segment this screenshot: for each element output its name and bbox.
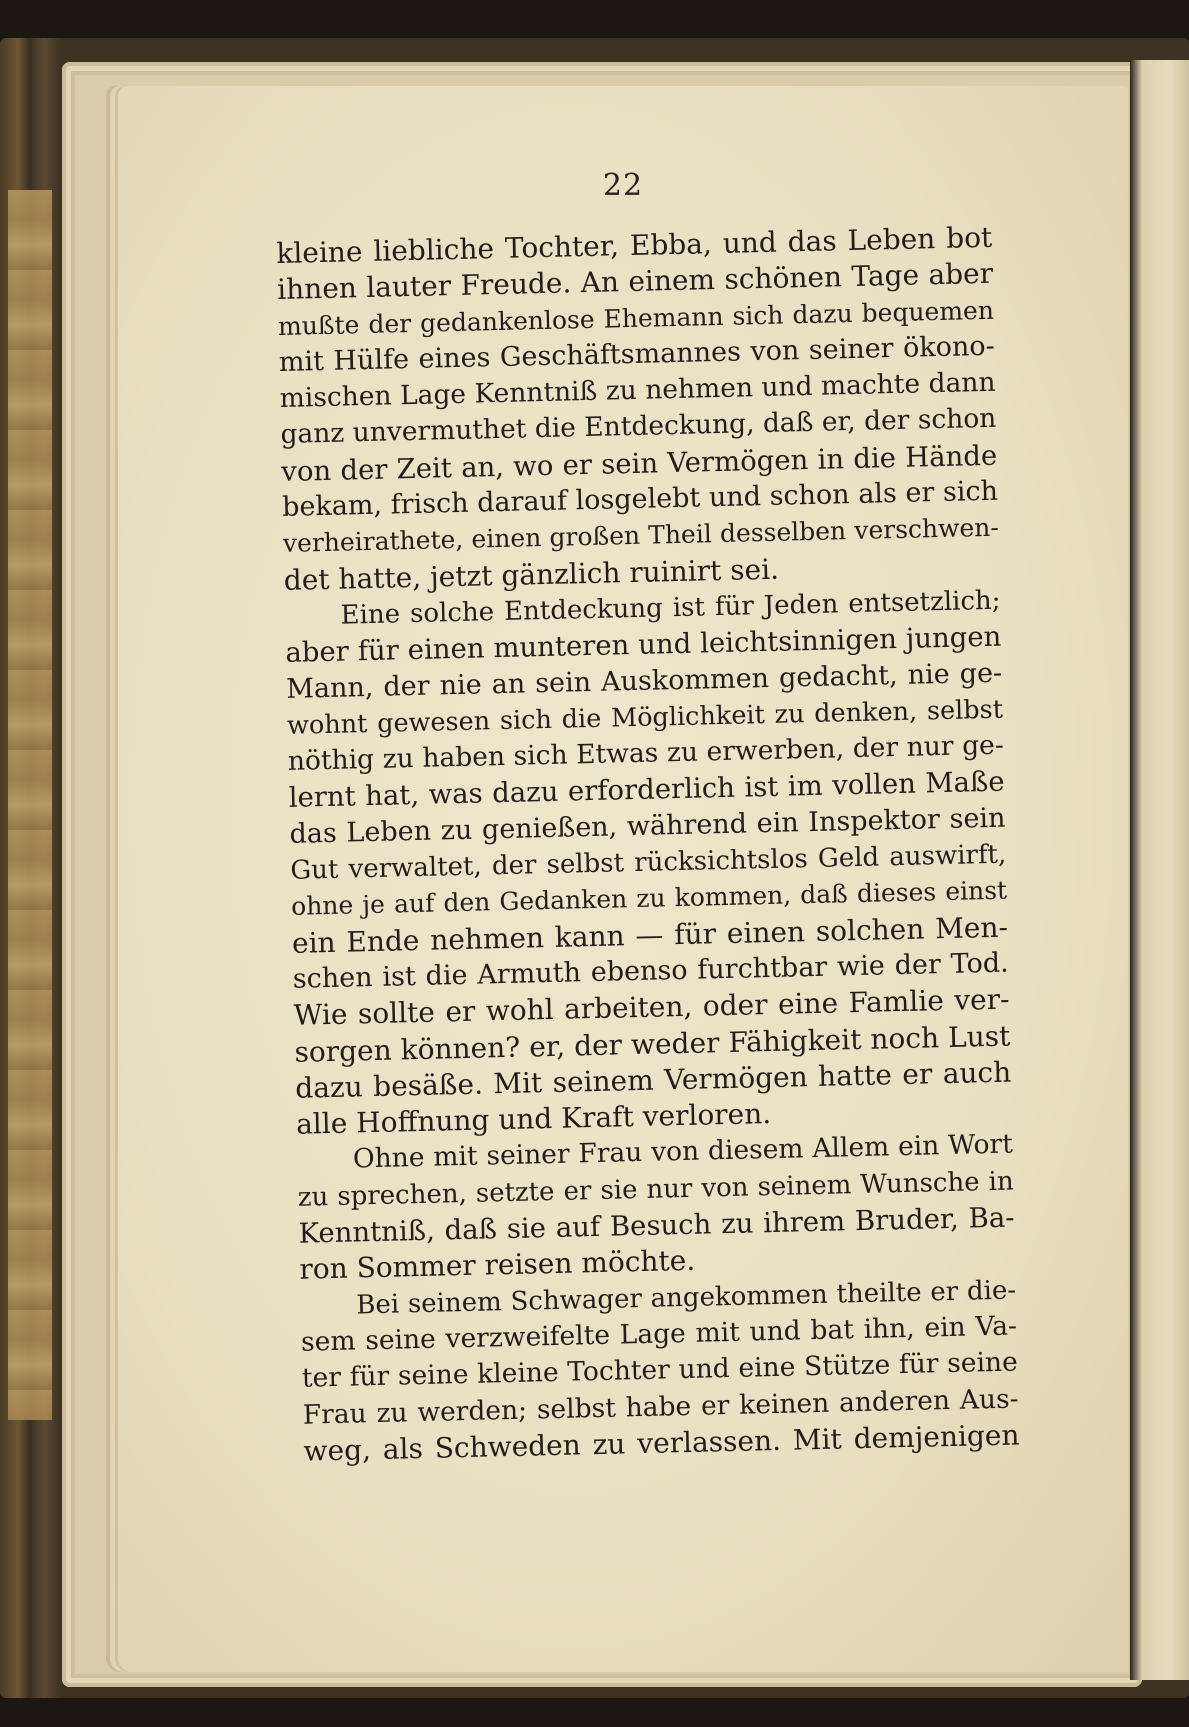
text-line: Frau zu werden; selbst habe er keinen anderen Aus- <box>302 1382 1019 1431</box>
text-line: Eine solche Entdeckung ist für Jeden entsetzlich; <box>340 585 1001 631</box>
text-line: Gut verwaltet, der selbst rücksichtslos Geld auswirft, <box>290 839 1007 886</box>
text-line: aber für einen munteren und leichtsinnigen jungen <box>285 620 1002 670</box>
text-line: bekam, frisch darauf losgelebt und schon als er sich <box>281 475 999 524</box>
text-line: Bei seinem Schwager angekommen theilte er die- <box>355 1275 1017 1321</box>
next-page-edge <box>1130 60 1189 1680</box>
text-line: Ohne mit seiner Frau von diesem Allem ein Wort <box>352 1128 1014 1175</box>
text-line: verheirathete, einen großen Theil desselben verschwen- <box>282 513 1000 559</box>
text-line: Mann, der nie an sein Auskommen gedacht, nie ge- <box>285 657 1003 705</box>
text-line: zu sprechen, setzte er sie nur von seinem Wunsche in <box>297 1166 1014 1213</box>
text-line: wohnt gewesen sich die Möglichkeit zu denken, selbst <box>286 694 1004 741</box>
text-line: ter für seine kleine Tochter und eine Stütze für seine <box>301 1346 1019 1394</box>
body-text <box>276 220 1020 1470</box>
text-line: ganz unvermuthet die Entdeckung, daß er, der schon <box>280 403 997 451</box>
text-line: weg, als Schweden zu verlassen. Mit demjenigen <box>303 1418 1020 1468</box>
text-line: mit Hülfe eines Geschäftsmannes von seiner ökono- <box>278 330 996 378</box>
text-line: ein Ende nehmen kann — für einen solchen Men- <box>291 910 1009 960</box>
text-line: nöthig zu haben sich Etwas zu erwerben, der nur ge- <box>287 729 1005 778</box>
text-line: mußte der gedankenlose Ehemann sich dazu bequemen <box>277 295 995 341</box>
page-number: 22 <box>602 168 644 203</box>
text-line: ohne je auf den Gedanken zu kommen, daß dieses einst <box>290 875 1008 922</box>
book-page <box>118 86 1128 1672</box>
text-line: dazu besäße. Mit seinem Vermögen hatte er auch <box>294 1055 1012 1105</box>
text-line: sem seine verzweifelte Lage mit und bat ihn, ein Va- <box>300 1310 1018 1358</box>
text-line: alle Hoffnung und Kraft verloren. <box>295 1097 772 1141</box>
book-spine-edge <box>8 190 52 1420</box>
text-line: Wie sollte er wohl arbeiten, oder eine Famlie ver- <box>293 982 1010 1033</box>
text-line: sorgen können? er, der weder Fähigkeit noch Lust <box>294 1019 1011 1069</box>
text-line: von der Zeit an, wo er sein Vermögen in die Hände <box>280 439 998 488</box>
text-line: schen ist die Armuth ebenso furchtbar wie der Tod. <box>292 947 1010 995</box>
text-line: mischen Lage Kenntniß zu nehmen und machte dann <box>279 366 996 415</box>
text-line: das Leben zu genießen, während ein Inspektor sein <box>289 802 1006 850</box>
text-line: lernt hat, was dazu erforderlich ist im vollen Maße <box>288 766 1005 815</box>
text-line: ron Sommer reisen möchte. <box>299 1244 696 1287</box>
text-line: kleine liebliche Tochter, Ebba, und das Leben bot <box>276 220 993 270</box>
text-line: ihnen lauter Freude. An einem schönen Tage aber <box>276 257 994 307</box>
text-line: det hatte, jetzt gänzlich ruinirt sei. <box>283 552 780 597</box>
text-line: Kenntniß, daß sie auf Besuch zu ihrem Bruder, Ba- <box>298 1201 1015 1250</box>
